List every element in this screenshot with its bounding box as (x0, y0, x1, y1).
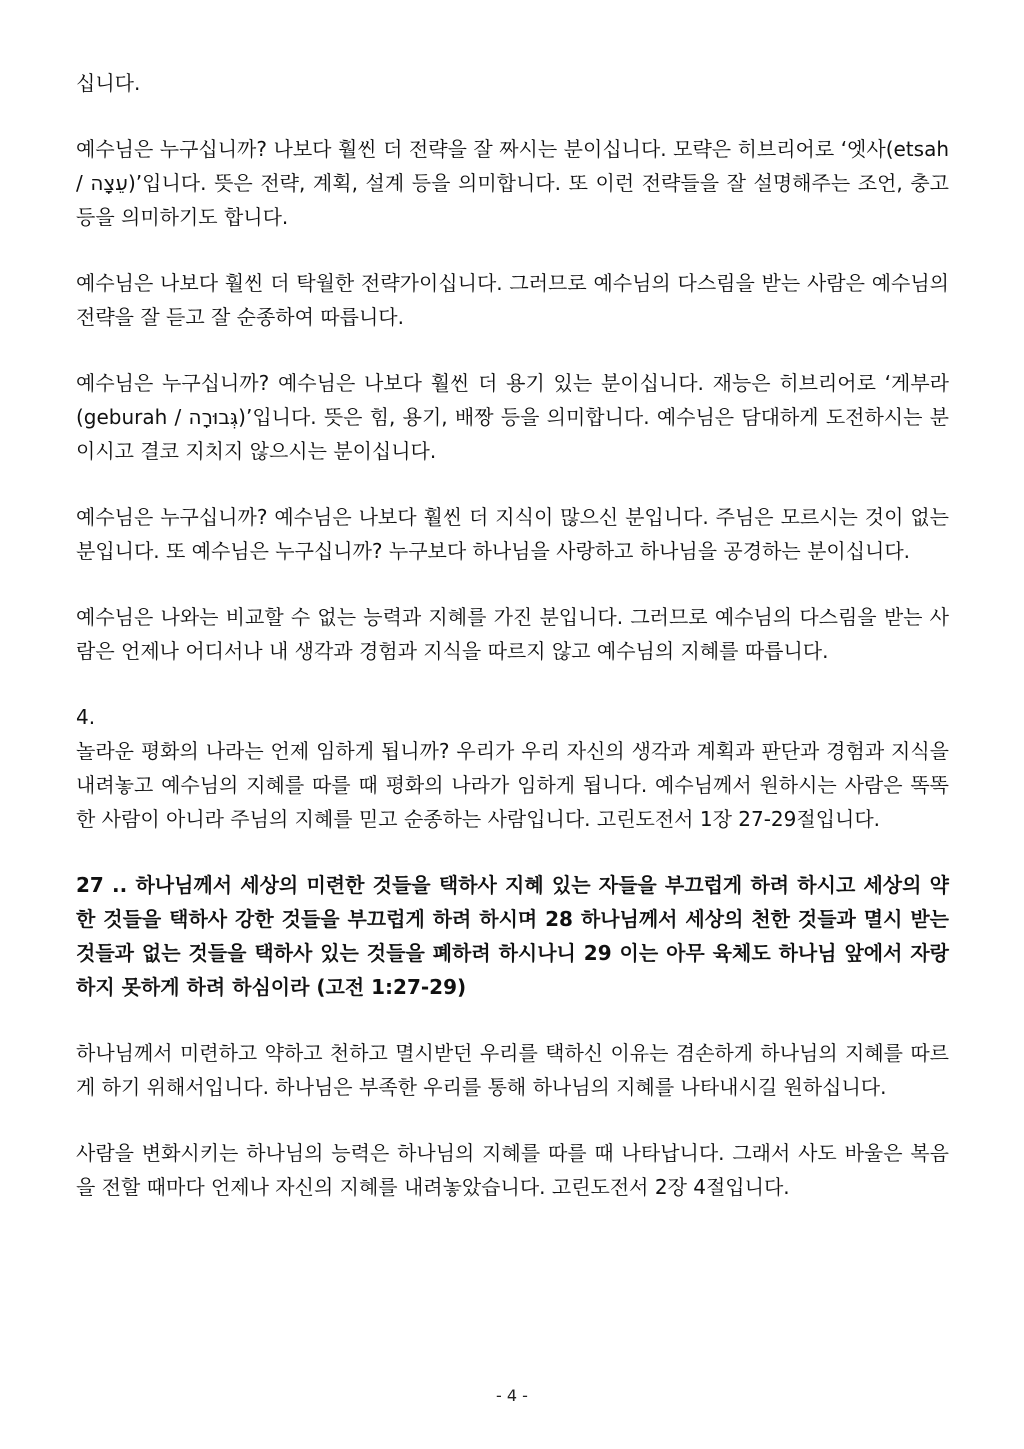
paragraph-strategy: 예수님은 누구십니까? 나보다 훨씬 더 전략을 잘 짜시는 분이십니다. 모략은 히브리어로 ‘엣사(etsah / עֵצָה)’입니다. 뜻은 전략, 계획, 설계 등을 의미합니다. 또 이런 전략들을 잘 설명해주는 조언, 충고 등을 의미하기도 합니다. (76, 137, 949, 229)
paragraph-strategist: 예수님은 나보다 훨씬 더 탁월한 전략가이십니다. 그러므로 예수님의 다스림을 받는 사람은 예수님의 전략을 잘 듣고 잘 순종하여 따릅니다. (76, 271, 949, 329)
paragraph-chosen: 하나님께서 미련하고 약하고 천하고 멸시받던 우리를 택하신 이유는 겸손하게 하나님의 지혜를 따르게 하기 위해서입니다. 하나님은 부족한 우리를 통해 하나님의 지혜를 나타내시길 원하십니다. (76, 1041, 949, 1099)
paragraph-continuation: 십니다. (76, 71, 141, 95)
section-number: 4. (76, 705, 96, 729)
paragraph-knowledge: 예수님은 누구십니까? 예수님은 나보다 훨씬 더 지식이 많으신 분입니다. 주님은 모르시는 것이 없는 분입니다. 또 예수님은 누구십니까? 누구보다 하나님을 사랑하고 하나님을 공경하는 분이십니다. (76, 505, 949, 563)
scripture-quote: 27 .. 하나님께서 세상의 미련한 것들을 택하사 지혜 있는 자들을 부끄럽게 하려 하시고 세상의 약한 것들을 택하사 강한 것들을 부끄럽게 하려 하시며 28 하나님께서 세상의 천한 것들과 멸시 받는 것들과 없는 것들을 택하사 있는 것들을 폐하려 하시나니 29 이는 아무 육체도 하나님 앞에서 자랑하지 못하게 하려 하심이라 (고전 1:27-29) (76, 873, 949, 999)
page-number: - 4 - (496, 1386, 528, 1405)
paragraph-courage: 예수님은 누구십니까? 예수님은 나보다 훨씬 더 용기 있는 분이십니다. 재능은 히브리어로 ‘게부라(geburah / גְּבוּרָה)’입니다. 뜻은 힘, 용기, 배짱 등을 의미합니다. 예수님은 담대하게 도전하시는 분이시고 결코 지치지 않으시는 분이십니다. (76, 371, 950, 463)
document-body (76, 66, 949, 1236)
paragraph-paul: 사람을 변화시키는 하나님의 능력은 하나님의 지혜를 따를 때 나타납니다. 그래서 사도 바울은 복음을 전할 때마다 언제나 자신의 지혜를 내려놓았습니다. 고린도전서 2장 4절입니다. (76, 1141, 949, 1199)
paragraph-peace-kingdom: 놀라운 평화의 나라는 언제 임하게 됩니까? 우리가 우리 자신의 생각과 계획과 판단과 경험과 지식을 내려놓고 예수님의 지혜를 따를 때 평화의 나라가 임하게 됩니다. 예수님께서 원하시는 사람은 똑똑한 사람이 아니라 주님의 지혜를 믿고 순종하는 사람입니다. 고린도전서 1장 27-29절입니다. (76, 739, 949, 831)
paragraph-wisdom: 예수님은 나와는 비교할 수 없는 능력과 지혜를 가진 분입니다. 그러므로 예수님의 다스림을 받는 사람은 언제나 어디서나 내 생각과 경험과 지식을 따르지 않고 예수님의 지혜를 따릅니다. (76, 605, 949, 663)
